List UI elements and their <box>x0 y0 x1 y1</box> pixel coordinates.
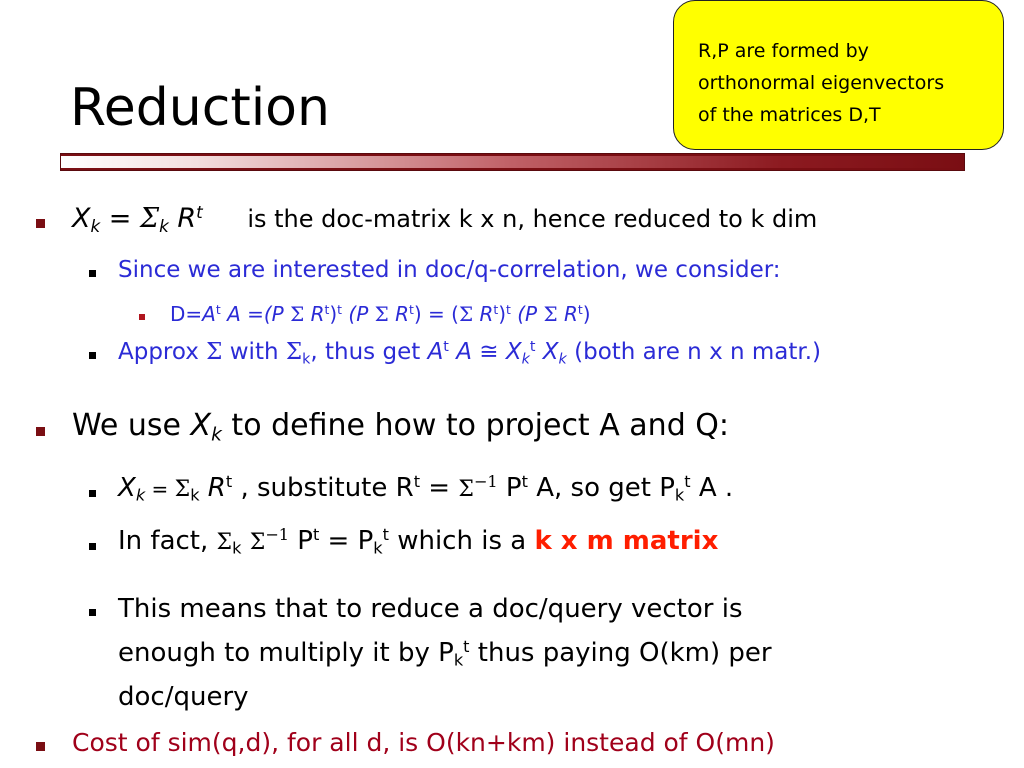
text-paren: ) <box>329 302 338 326</box>
bullet-square-icon <box>89 270 96 277</box>
bullet-square-icon <box>89 609 96 616</box>
math-a: A <box>427 339 444 365</box>
math-sigma: Σ <box>543 302 558 326</box>
text-with: with <box>222 339 286 365</box>
math-sub-k: k <box>558 351 567 368</box>
callout-line: of the matrices D,T <box>698 104 881 126</box>
math-sub-k: k <box>211 424 222 446</box>
callout-line: orthonormal eigenvectors <box>698 72 945 94</box>
math-sup-t: t <box>684 472 691 491</box>
bullet-2c-line2 <box>118 628 772 679</box>
text-paying: thus paying O(km) per <box>469 637 772 668</box>
bullet-square-icon <box>89 543 96 550</box>
bullet-2a <box>118 472 733 505</box>
math-sigma: Σ <box>140 203 160 235</box>
text-approx: Approx <box>118 339 207 365</box>
math-x: X <box>190 408 212 443</box>
math-sigma: Σ <box>249 529 266 555</box>
math-sup-t: t <box>324 302 330 318</box>
math-p: P <box>497 472 522 503</box>
highlight-k-x-m: k x m matrix <box>534 525 719 556</box>
callout-line: R,P are formed by <box>698 40 869 62</box>
bullet-1a1 <box>170 302 591 326</box>
bullet-square-icon <box>89 352 96 359</box>
math-sup-t: t <box>506 302 511 318</box>
text-we-use: We use <box>72 408 191 443</box>
math-sub-k: k <box>190 485 200 505</box>
math-p: P <box>289 525 313 556</box>
text-define: to define how to project A and Q: <box>221 408 729 443</box>
text-eq-p: = P <box>319 525 374 556</box>
math-sub-k: k <box>674 485 685 505</box>
math-sup-inv: −1 <box>473 472 498 491</box>
math-r: R <box>304 302 325 326</box>
math-sub-k: k <box>453 650 464 670</box>
math-sup-t: t <box>312 525 320 544</box>
math-sup-t: t <box>521 472 528 491</box>
bullet-1b <box>118 339 821 367</box>
text-paren: ) <box>498 302 507 326</box>
bullet-2c-line1: This means that to reduce a doc/query vector is <box>118 594 743 624</box>
math-sub-k: k <box>232 538 242 558</box>
math-sigma: Σ <box>174 476 191 502</box>
math-sub-k: k <box>521 351 530 368</box>
math-eq: = <box>100 203 140 235</box>
text-in-fact: In fact, <box>118 525 217 556</box>
math-sup-t: t <box>577 302 583 318</box>
math-sup-t: t <box>337 302 343 318</box>
text-thus: , thus get <box>310 339 428 365</box>
text-d: D= <box>170 302 203 326</box>
divider-gradient <box>61 156 964 168</box>
text-eq: ) = ( <box>413 302 459 326</box>
math-sigma: Σ <box>458 302 474 326</box>
text-enough: enough to multiply it by P <box>118 637 454 668</box>
bullet-2c-line3: doc/query <box>118 681 249 712</box>
math-sub-k: k <box>135 485 146 505</box>
bullet-square-icon <box>36 427 45 436</box>
text-a-end: A . <box>690 472 734 503</box>
bullet-1 <box>72 202 817 236</box>
math-p: (P <box>342 302 375 326</box>
callout-box <box>673 0 1004 150</box>
math-sup-t: t <box>529 339 536 356</box>
bullet-3: Cost of sim(q,d), for all d, is O(kn+km) instead of O(mn) <box>72 728 775 757</box>
math-sigma: Σ <box>458 476 474 502</box>
math-sup-t: t <box>493 302 499 318</box>
text-paren: ) <box>582 302 591 326</box>
bullet-1-text: is the doc-matrix k x n, hence reduced to k dim <box>247 205 818 234</box>
math-r: R <box>199 472 226 503</box>
bullet-1a: Since we are interested in doc/q-correlation, we consider: <box>118 257 781 283</box>
math-sup-t: t <box>382 525 389 544</box>
text-so-get: A, so get P <box>527 472 675 503</box>
math-sup-t: t <box>409 302 414 318</box>
bullet-2c <box>118 591 772 716</box>
math-sup-inv: −1 <box>265 525 289 544</box>
math-sigma: Σ <box>206 339 223 365</box>
math-sub-k: k <box>90 216 101 237</box>
math-sigma: Σ <box>374 302 389 326</box>
title-divider-bar <box>60 153 965 171</box>
math-sub-k: k <box>302 351 311 368</box>
math-sigma: Σ <box>290 302 305 326</box>
math-p: (P <box>510 302 544 326</box>
math-r: R <box>388 302 410 326</box>
math-sup-t: t <box>225 472 233 491</box>
math-x: X <box>72 203 91 235</box>
math-sub-k: k <box>159 216 169 237</box>
bullet-square-icon <box>139 314 145 320</box>
bullet-2b <box>118 525 718 558</box>
bullet-2 <box>72 408 729 446</box>
math-sigma: Σ <box>216 529 233 555</box>
math-x: X <box>118 472 136 503</box>
math-sup-t: t <box>413 472 421 491</box>
bullet-square-icon <box>36 219 45 228</box>
math-a-paren: A =(P <box>220 302 291 326</box>
bullet-square-icon <box>36 742 45 751</box>
math-eq: = <box>145 476 175 501</box>
math-x: X <box>535 339 559 365</box>
math-eq: = <box>420 472 459 503</box>
math-sup-t: t <box>443 339 449 356</box>
text-substitute: , substitute R <box>232 472 414 503</box>
text-both: (both are n x n matr.) <box>566 339 822 365</box>
slide-title: Reduction <box>70 78 330 138</box>
math-r: R <box>473 302 494 326</box>
math-sigma: Σ <box>285 339 303 365</box>
math-sup-t: t <box>215 302 221 318</box>
math-sub-k: k <box>373 538 383 558</box>
math-r: R <box>557 302 578 326</box>
math-sup-t: t <box>463 637 470 656</box>
math-r: R <box>177 203 197 235</box>
math-cong: A ≅ <box>448 339 506 365</box>
math-x: X <box>505 339 522 365</box>
bullet-square-icon <box>89 490 96 497</box>
math-sup-t: t <box>196 202 203 222</box>
math-a: A <box>202 302 216 326</box>
text-which: which is a <box>388 525 535 556</box>
